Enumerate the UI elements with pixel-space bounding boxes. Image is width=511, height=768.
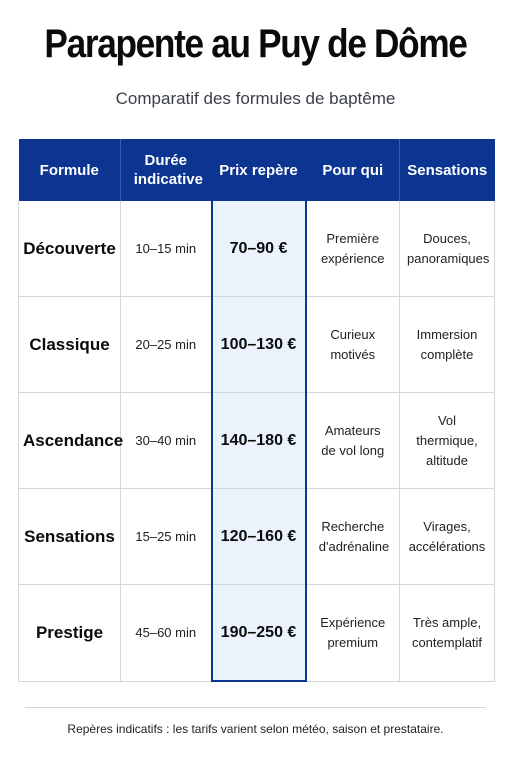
cell-pour-qui — [306, 393, 400, 489]
cell-sensations-text: Douces, panoramiques — [407, 230, 490, 266]
cell-sensations — [400, 393, 495, 489]
cell-pour-qui-text: Expérience premium — [320, 614, 386, 650]
table-header-row — [19, 139, 495, 201]
header-duree-label: Durée indicative — [133, 152, 203, 188]
cell-duree: 20–25 min — [121, 297, 212, 393]
cell-formule: Classique — [19, 297, 121, 393]
table-row — [19, 297, 495, 393]
table-row — [19, 489, 495, 585]
cell-duree: 30–40 min — [121, 393, 212, 489]
cell-duree: 10–15 min — [121, 201, 212, 297]
header-pour-qui: Pour qui — [306, 139, 400, 201]
cell-pour-qui — [306, 297, 400, 393]
table-row — [19, 393, 495, 489]
cell-sensations — [400, 585, 495, 682]
header-prix: Prix repère — [212, 139, 306, 201]
cell-pour-qui-text: Curieux motivés — [330, 326, 376, 362]
footnote: Repères indicatifs : les tarifs varient selon météo, saison et prestataire. — [67, 722, 444, 736]
cell-sensations — [400, 489, 495, 585]
table-row — [19, 585, 495, 682]
cell-pour-qui — [306, 489, 400, 585]
cell-sensations-text: Très ample, contemplatif — [411, 614, 483, 650]
cell-prix: 120–160 € — [212, 489, 306, 585]
footer-divider — [25, 707, 486, 708]
table-row — [19, 201, 495, 297]
cell-sensations-text: Virages, accélérations — [408, 518, 486, 554]
cell-sensations-text: Immersion complète — [416, 326, 478, 362]
cell-duree: 15–25 min — [121, 489, 212, 585]
cell-prix: 100–130 € — [212, 297, 306, 393]
cell-prix: 70–90 € — [212, 201, 306, 297]
cell-sensations — [400, 201, 495, 297]
cell-pour-qui-text: Amateurs de vol long — [321, 422, 385, 458]
header-sensations: Sensations — [400, 139, 495, 201]
page-subtitle: Comparatif des formules de baptême — [115, 89, 396, 108]
cell-formule: Découverte — [19, 201, 121, 297]
cell-pour-qui — [306, 585, 400, 682]
cell-sensations — [400, 297, 495, 393]
cell-sensations-text: Vol thermique, altitude — [416, 412, 478, 468]
cell-formule: Prestige — [19, 585, 121, 682]
comparison-table — [18, 139, 495, 682]
cell-formule: Ascendance — [19, 393, 121, 489]
cell-formule: Sensations — [19, 489, 121, 585]
cell-duree: 45–60 min — [121, 585, 212, 682]
cell-pour-qui — [306, 201, 400, 297]
cell-pour-qui-text: Recherche d'adrénaline — [318, 518, 390, 554]
cell-prix: 190–250 € — [212, 585, 306, 682]
header-formule: Formule — [19, 139, 121, 201]
page-title: Parapente au Puy de Dôme — [44, 22, 467, 66]
cell-pour-qui-text: Première expérience — [320, 230, 385, 266]
cell-prix: 140–180 € — [212, 393, 306, 489]
header-duree — [121, 139, 212, 201]
